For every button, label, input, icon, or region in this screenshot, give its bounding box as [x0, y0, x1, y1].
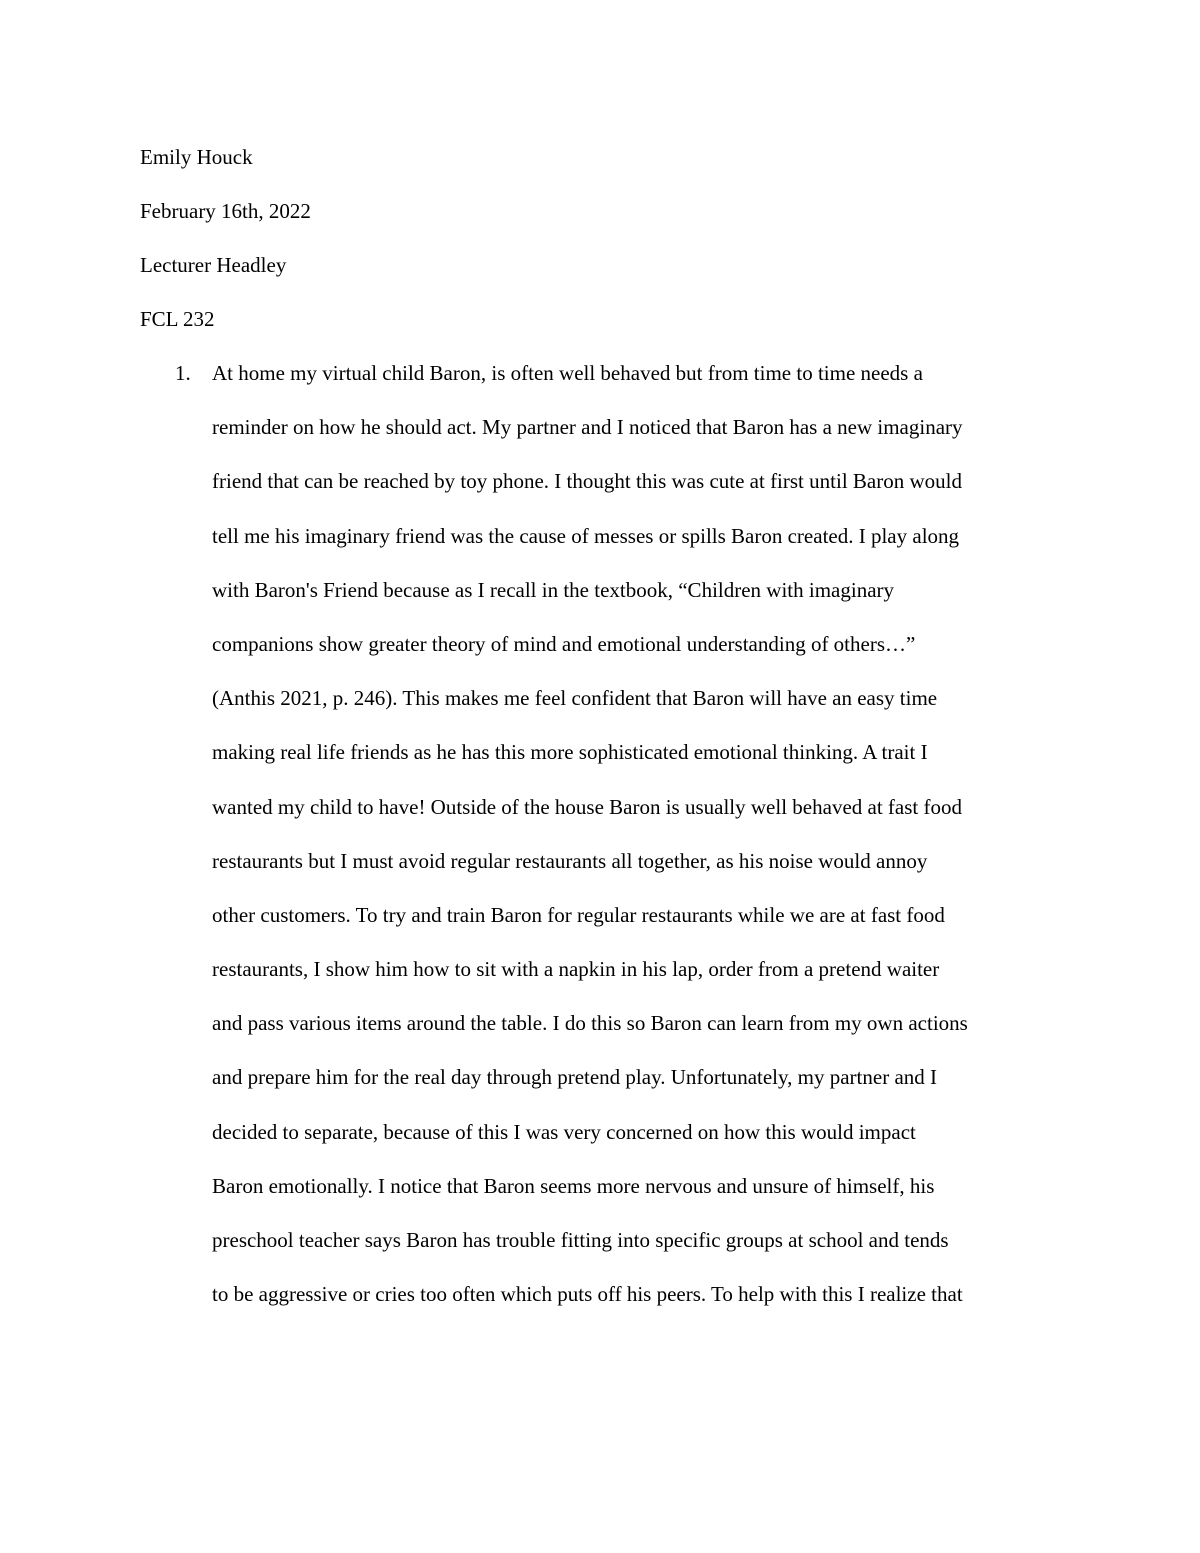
body-line: and pass various items around the table. I do this so Baron can learn from my own actions — [212, 1011, 968, 1036]
body-line: with Baron's Friend because as I recall in the textbook, “Children with imaginary — [212, 577, 895, 602]
body-line: other customers. To try and train Baron for regular restaurants while we are at fast food — [212, 902, 945, 927]
author-name: Emily Houck — [140, 145, 253, 169]
body-line: preschool teacher says Baron has trouble fitting into specific groups at school and tends — [212, 1228, 949, 1252]
list-item-number: 1. — [175, 361, 191, 385]
body-line: making real life friends as he has this more sophisticated emotional thinking. A trait I — [212, 740, 928, 765]
instructor-name: Lecturer Headley — [140, 253, 287, 277]
body-line: wanted my child to have! Outside of the house Baron is usually well behaved at fast food — [212, 794, 962, 819]
document-date: February 16th, 2022 — [140, 199, 311, 223]
course-code: FCL 232 — [140, 307, 215, 331]
body-line: (Anthis 2021, p. 246). This makes me feel confident that Baron will have an easy time — [212, 686, 938, 711]
body-line: tell me his imaginary friend was the cause of messes or spills Baron created. I play along — [212, 523, 960, 548]
body-line: restaurants, I show him how to sit with a napkin in his lap, order from a pretend waiter — [212, 957, 940, 982]
body-line: At home my virtual child Baron, is often well behaved but from time to time needs a — [212, 361, 923, 385]
body-line: to be aggressive or cries too often which puts off his peers. To help with this I realize that — [212, 1282, 963, 1307]
body-line: companions show greater theory of mind and emotional understanding of others…” — [212, 631, 916, 656]
body-line: decided to separate, because of this I was very concerned on how this would impact — [212, 1119, 916, 1144]
body-line: Baron emotionally. I notice that Baron seems more nervous and unsure of himself, his — [212, 1173, 935, 1198]
list-item-body — [212, 363, 1082, 1338]
body-line: restaurants but I must avoid regular restaurants all together, as his noise would annoy — [212, 848, 928, 873]
body-line: friend that can be reached by toy phone. I thought this was cute at first until Baron would — [212, 469, 962, 494]
body-line: reminder on how he should act. My partner and I noticed that Baron has a new imaginary — [212, 415, 963, 440]
body-line: and prepare him for the real day through pretend play. Unfortunately, my partner and I — [212, 1065, 938, 1090]
